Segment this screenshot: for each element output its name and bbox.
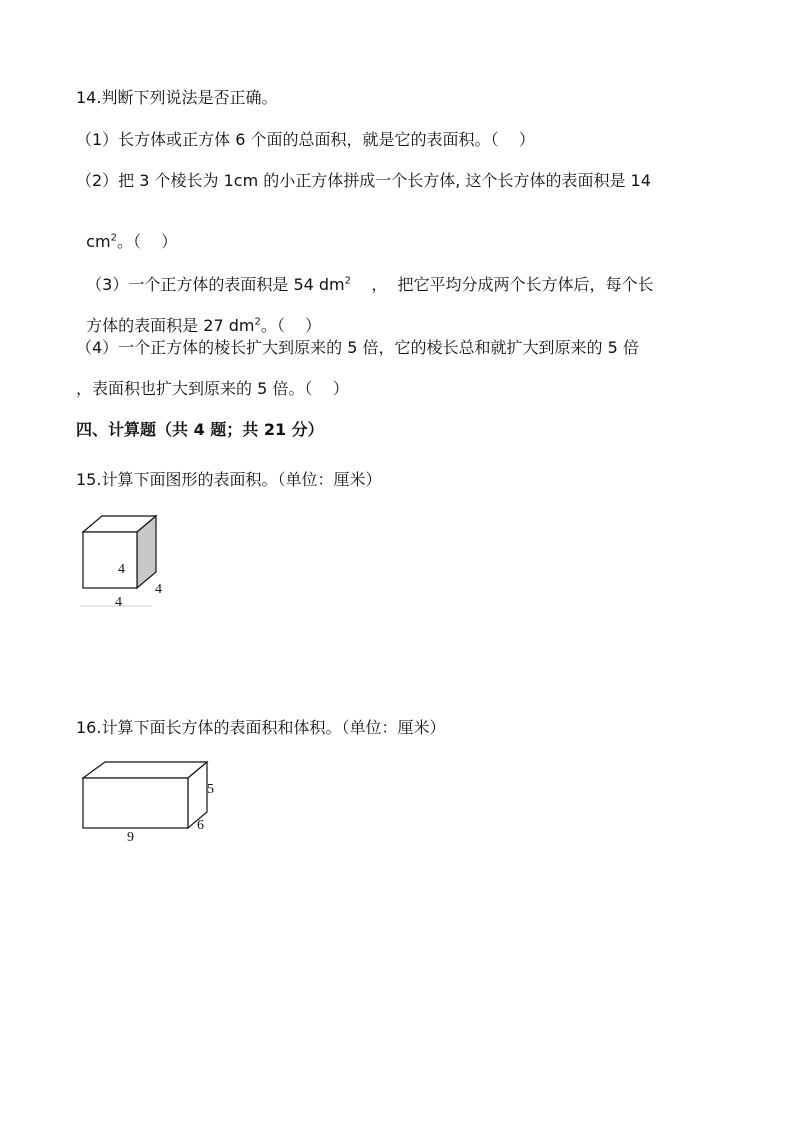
q14-statement-4-line-1: （4）一个正方体的棱长扩大到原来的 5 倍，它的棱长总和就扩大到原来的 5 倍: [76, 338, 639, 357]
answer-blank: 。（ ）: [260, 316, 322, 335]
q14-statement-3-line-1: [76, 255, 654, 295]
cube-figure: [74, 510, 184, 610]
cube-bottom-label: 4: [115, 595, 122, 610]
text: （3）一个正方体的表面积是 54 dm: [86, 275, 345, 294]
cuboid-front-face: [83, 778, 188, 828]
section-heading: 四、计算题（共 4 题；共 21 分）: [76, 420, 324, 439]
q14-title: 14.判断下列说法是否正确。: [76, 88, 278, 107]
q16-title: 16.计算下面长方体的表面积和体积。（单位：厘米）: [76, 718, 446, 737]
unit-cm: cm: [86, 232, 111, 251]
cuboid-depth-label: 6: [197, 818, 204, 833]
cuboid-figure: [74, 755, 224, 850]
text: ， 把它平均分成两个长方体后，每个长: [351, 275, 654, 294]
answer-blank: 。（ ）: [116, 232, 178, 251]
cube-front-face: [83, 532, 137, 588]
cuboid-length-label: 9: [127, 830, 134, 845]
q14-statement-4-line-2: ，表面积也扩大到原来的 5 倍。（ ）: [76, 379, 349, 398]
q14-statement-1: （1）长方体或正方体 6 个面的总面积，就是它的表面积。（ ）: [76, 130, 535, 149]
cuboid-height-label: 5: [207, 782, 214, 797]
q14-statement-3-line-2: [76, 296, 321, 336]
q14-statement-2-line-2: [76, 212, 177, 252]
superscript: 2: [254, 316, 261, 328]
q15-title: 15.计算下面图形的表面积。（单位：厘米）: [76, 470, 382, 489]
q14-statement-2-line-1: （2）把 3 个棱长为 1cm 的小正方体拼成一个长方体, 这个长方体的表面积是 14: [76, 171, 651, 190]
cube-depth-label: 4: [155, 582, 162, 597]
cube-front-label: 4: [118, 562, 125, 577]
superscript: 2: [344, 275, 352, 287]
cuboid-top-face: [83, 762, 207, 778]
superscript: 2: [110, 232, 117, 244]
text: 方体的表面积是 27 dm: [86, 316, 255, 335]
